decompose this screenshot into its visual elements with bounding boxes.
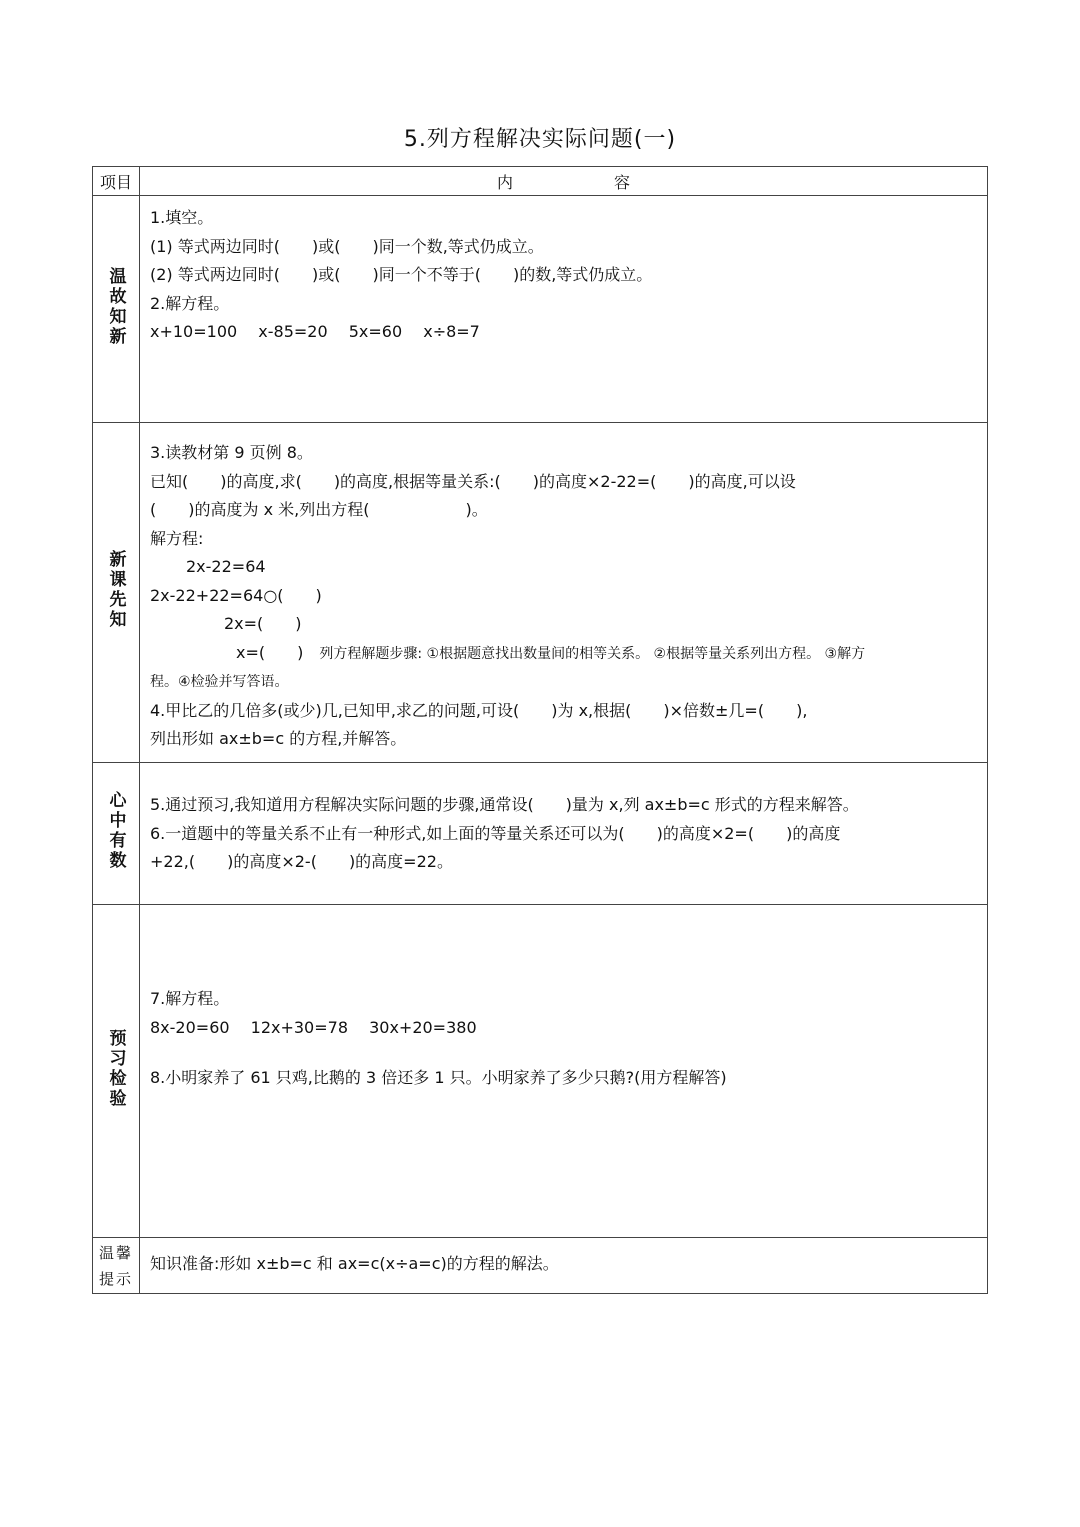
section-preview [93, 423, 988, 763]
text-line: 7.解方程。 [150, 989, 230, 1008]
text-line: (2) 等式两边同时( )或( )同一个不等于( )的数,等式仍成立。 [150, 265, 653, 284]
text-line: x=( ) [236, 642, 304, 662]
text-line: (1) 等式两边同时( )或( )同一个数,等式仍成立。 [150, 236, 544, 256]
section-content [140, 423, 988, 763]
text-line: 2x-22=64 [186, 557, 266, 576]
header-item: 项目 [93, 167, 140, 196]
page-title: 5.列方程解决实际问题(一) [403, 127, 677, 152]
section-content [140, 196, 988, 423]
text-line: 5.通过预习,我知道用方程解决实际问题的步骤,通常设( )量为 x,列 ax±b=c 形式的方程来解答。 [150, 795, 859, 814]
section-content [140, 1238, 988, 1294]
header-row [93, 167, 988, 196]
section-label: 温故知新 [93, 196, 140, 423]
section-check [93, 905, 988, 1238]
text-line: 8x-20=60 12x+30=78 30x+20=380 [150, 1017, 477, 1037]
text-line: ( )的高度为 x 米,列出方程( )。 [150, 500, 488, 519]
steps-note: 程。④检验并写答语。 [150, 674, 289, 690]
steps-note: 列方程解题步骤: ①根据题意找出数量间的相等关系。 ②根据等量关系列出方程。 ③解方 [319, 645, 866, 662]
text-line: 4.甲比乙的几倍多(或少)几,已知甲,求乙的问题,可设( )为 x,根据( )×倍数±几=( ), [150, 700, 808, 720]
section-label: 预习检验 [93, 905, 140, 1238]
text-line: 已知( )的高度,求( )的高度,根据等量关系:( )的高度×2-22=( )的高度,可以设 [150, 471, 796, 491]
text-line: 知识准备:形如 x±b=c 和 ax=c(x÷a=c)的方程的解法。 [150, 1254, 559, 1274]
section-content [140, 763, 988, 905]
text-line: x+10=100 x-85=20 5x=60 x÷8=7 [150, 322, 480, 341]
text-line: 解方程: [150, 528, 204, 548]
section-content [140, 905, 988, 1238]
section-label: 新课先知 [93, 423, 140, 763]
section-mindful [93, 763, 988, 905]
text-line: 列出形如 ax±b=c 的方程,并解答。 [150, 729, 407, 748]
header-content: 内 容 [140, 167, 988, 196]
text-line: 1.填空。 [150, 208, 214, 227]
text-line: 2x-22+22=64○( ) [150, 585, 322, 605]
text-line: 8.小明家养了 61 只鸡,比鹅的 3 倍还多 1 只。小明家养了多少只鹅?(用方程解答) [150, 1068, 727, 1087]
section-label: 心中有数 [93, 763, 140, 905]
text-line: 6.一道题中的等量关系不止有一种形式,如上面的等量关系还可以为( )的高度×2=( )的高度 [150, 823, 841, 843]
text-line: 2.解方程。 [150, 293, 230, 313]
section-label: 温馨提示 [93, 1238, 140, 1294]
text-line: 2x=( ) [224, 614, 302, 633]
section-review [93, 196, 988, 423]
text-line: +22,( )的高度×2-( )的高度=22。 [150, 852, 453, 871]
text-line: 3.读教材第 9 页例 8。 [150, 443, 313, 462]
worksheet-table [92, 166, 988, 1294]
section-tips [93, 1238, 988, 1294]
